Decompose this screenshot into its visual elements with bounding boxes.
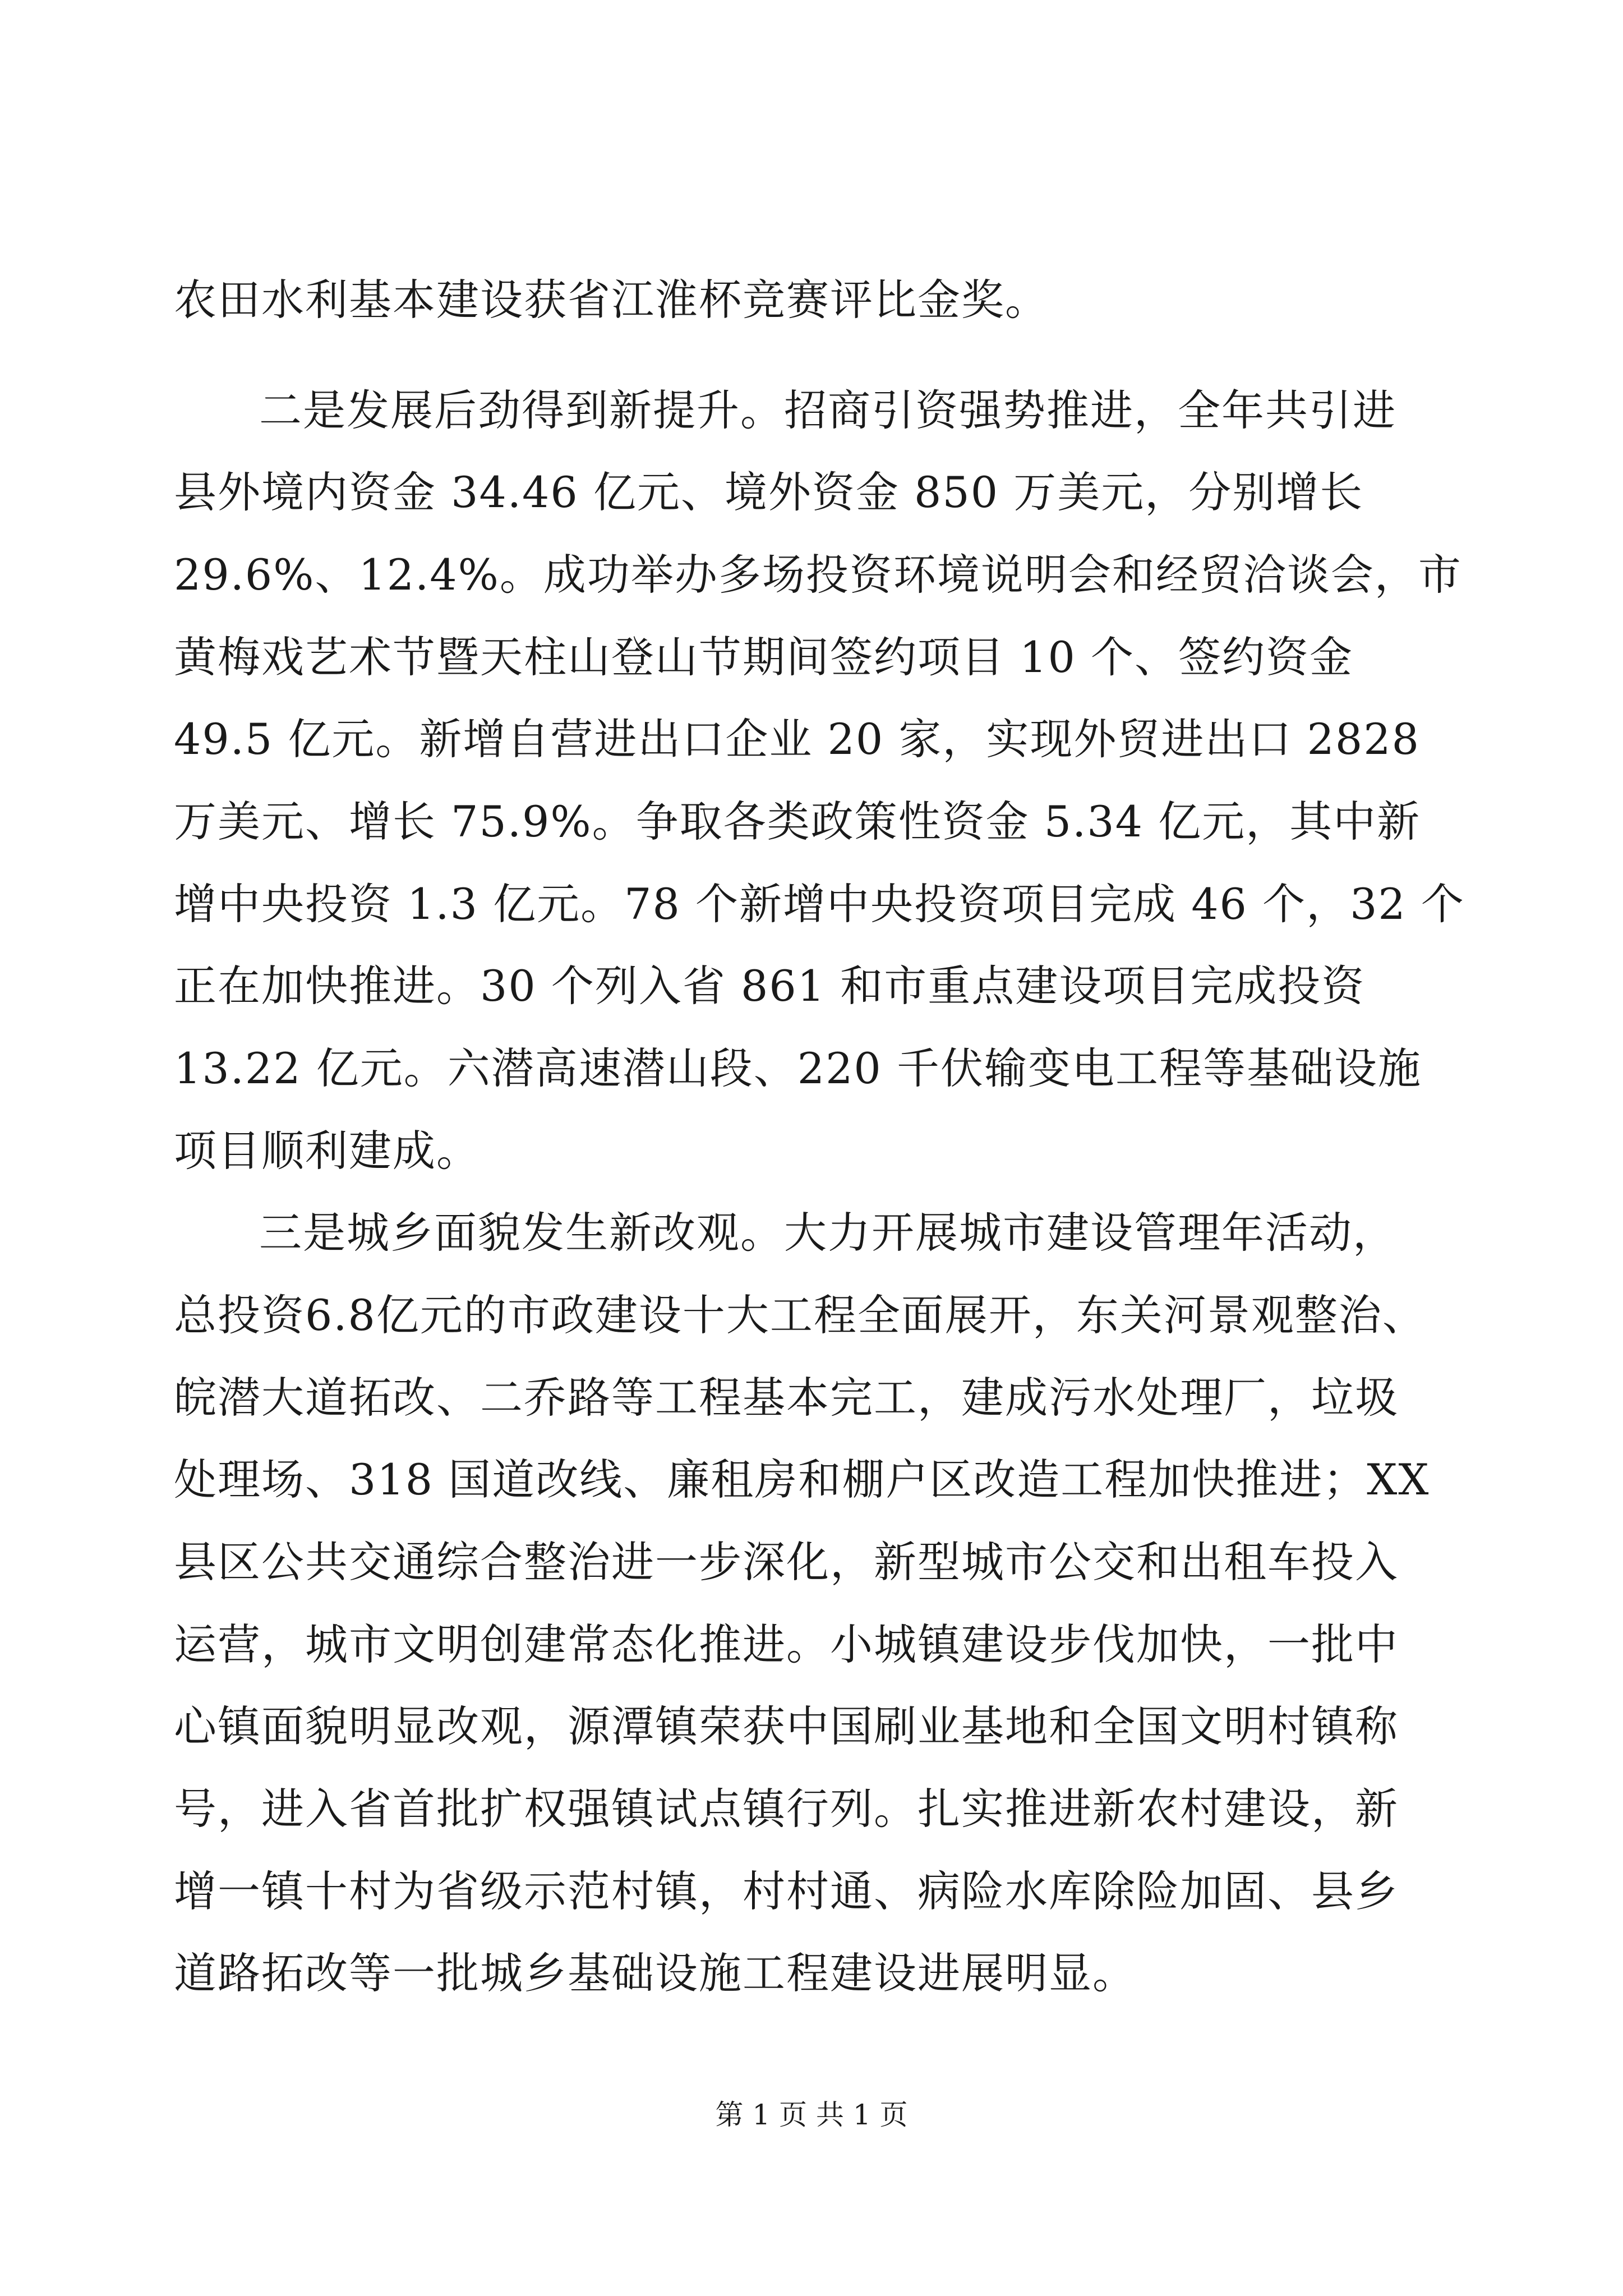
text-line: 增一镇十村为省级示范村镇，村村通、病险水库除险加固、县乡	[174, 1866, 1399, 1916]
text-line: 处理场、318 国道改线、廉租房和棚户区改造工程加快推进；XX	[174, 1455, 1430, 1504]
text-line: 13.22 亿元。六潜高速潜山段、220 千伏输变电工程等基础设施	[174, 1043, 1422, 1093]
text-line: 黄梅戏艺术节暨天柱山登山节期间签约项目 10 个、签约资金	[174, 632, 1354, 682]
text-line: 49.5 亿元。新增自营进出口企业 20 家，实现外贸进出口 2828	[174, 714, 1420, 764]
text-line: 正在加快推进。30 个列入省 861 和市重点建设项目完成投资	[174, 961, 1366, 1011]
text-line: 农田水利基本建设获省江淮杯竞赛评比金奖。	[174, 275, 1049, 325]
page-footer: 第 1 页 共 1 页	[715, 2099, 908, 2131]
text-line: 道路拓改等一批城乡基础设施工程建设进展明显。	[174, 1948, 1136, 1998]
text-line: 号，进入省首批扩权强镇试点镇行列。扎实推进新农村建设，新	[174, 1784, 1399, 1834]
text-line: 三是城乡面貌发生新改观。大力开展城市建设管理年活动，	[259, 1208, 1396, 1258]
text-line: 项目顺利建成。	[174, 1126, 480, 1176]
text-line: 县外境内资金 34.46 亿元、境外资金 850 万美元，分别增长	[174, 467, 1364, 517]
text-line: 心镇面貌明显改观，源潭镇荣获中国刷业基地和全国文明村镇称	[174, 1701, 1399, 1751]
text-line: 万美元、增长 75.9%。争取各类政策性资金 5.34 亿元，其中新	[174, 797, 1421, 846]
text-line: 运营，城市文明创建常态化推进。小城镇建设步伐加快，一批中	[174, 1619, 1399, 1669]
text-line: 二是发展后劲得到新提升。招商引资强势推进，全年共引进	[259, 385, 1396, 435]
text-line: 皖潜大道拓改、二乔路等工程基本完工，建成污水处理厂，垃圾	[174, 1373, 1399, 1423]
text-line: 增中央投资 1.3 亿元。78 个新增中央投资项目完成 46 个，32 个	[174, 879, 1465, 929]
text-line: 县区公共交通综合整治进一步深化，新型城市公交和出租车投入	[174, 1537, 1399, 1587]
text-line: 总投资6.8亿元的市政建设十大工程全面展开，东关河景观整治、	[174, 1290, 1426, 1340]
text-line: 29.6%、12.4%。成功举办多场投资环境说明会和经贸洽谈会，市	[174, 550, 1462, 600]
